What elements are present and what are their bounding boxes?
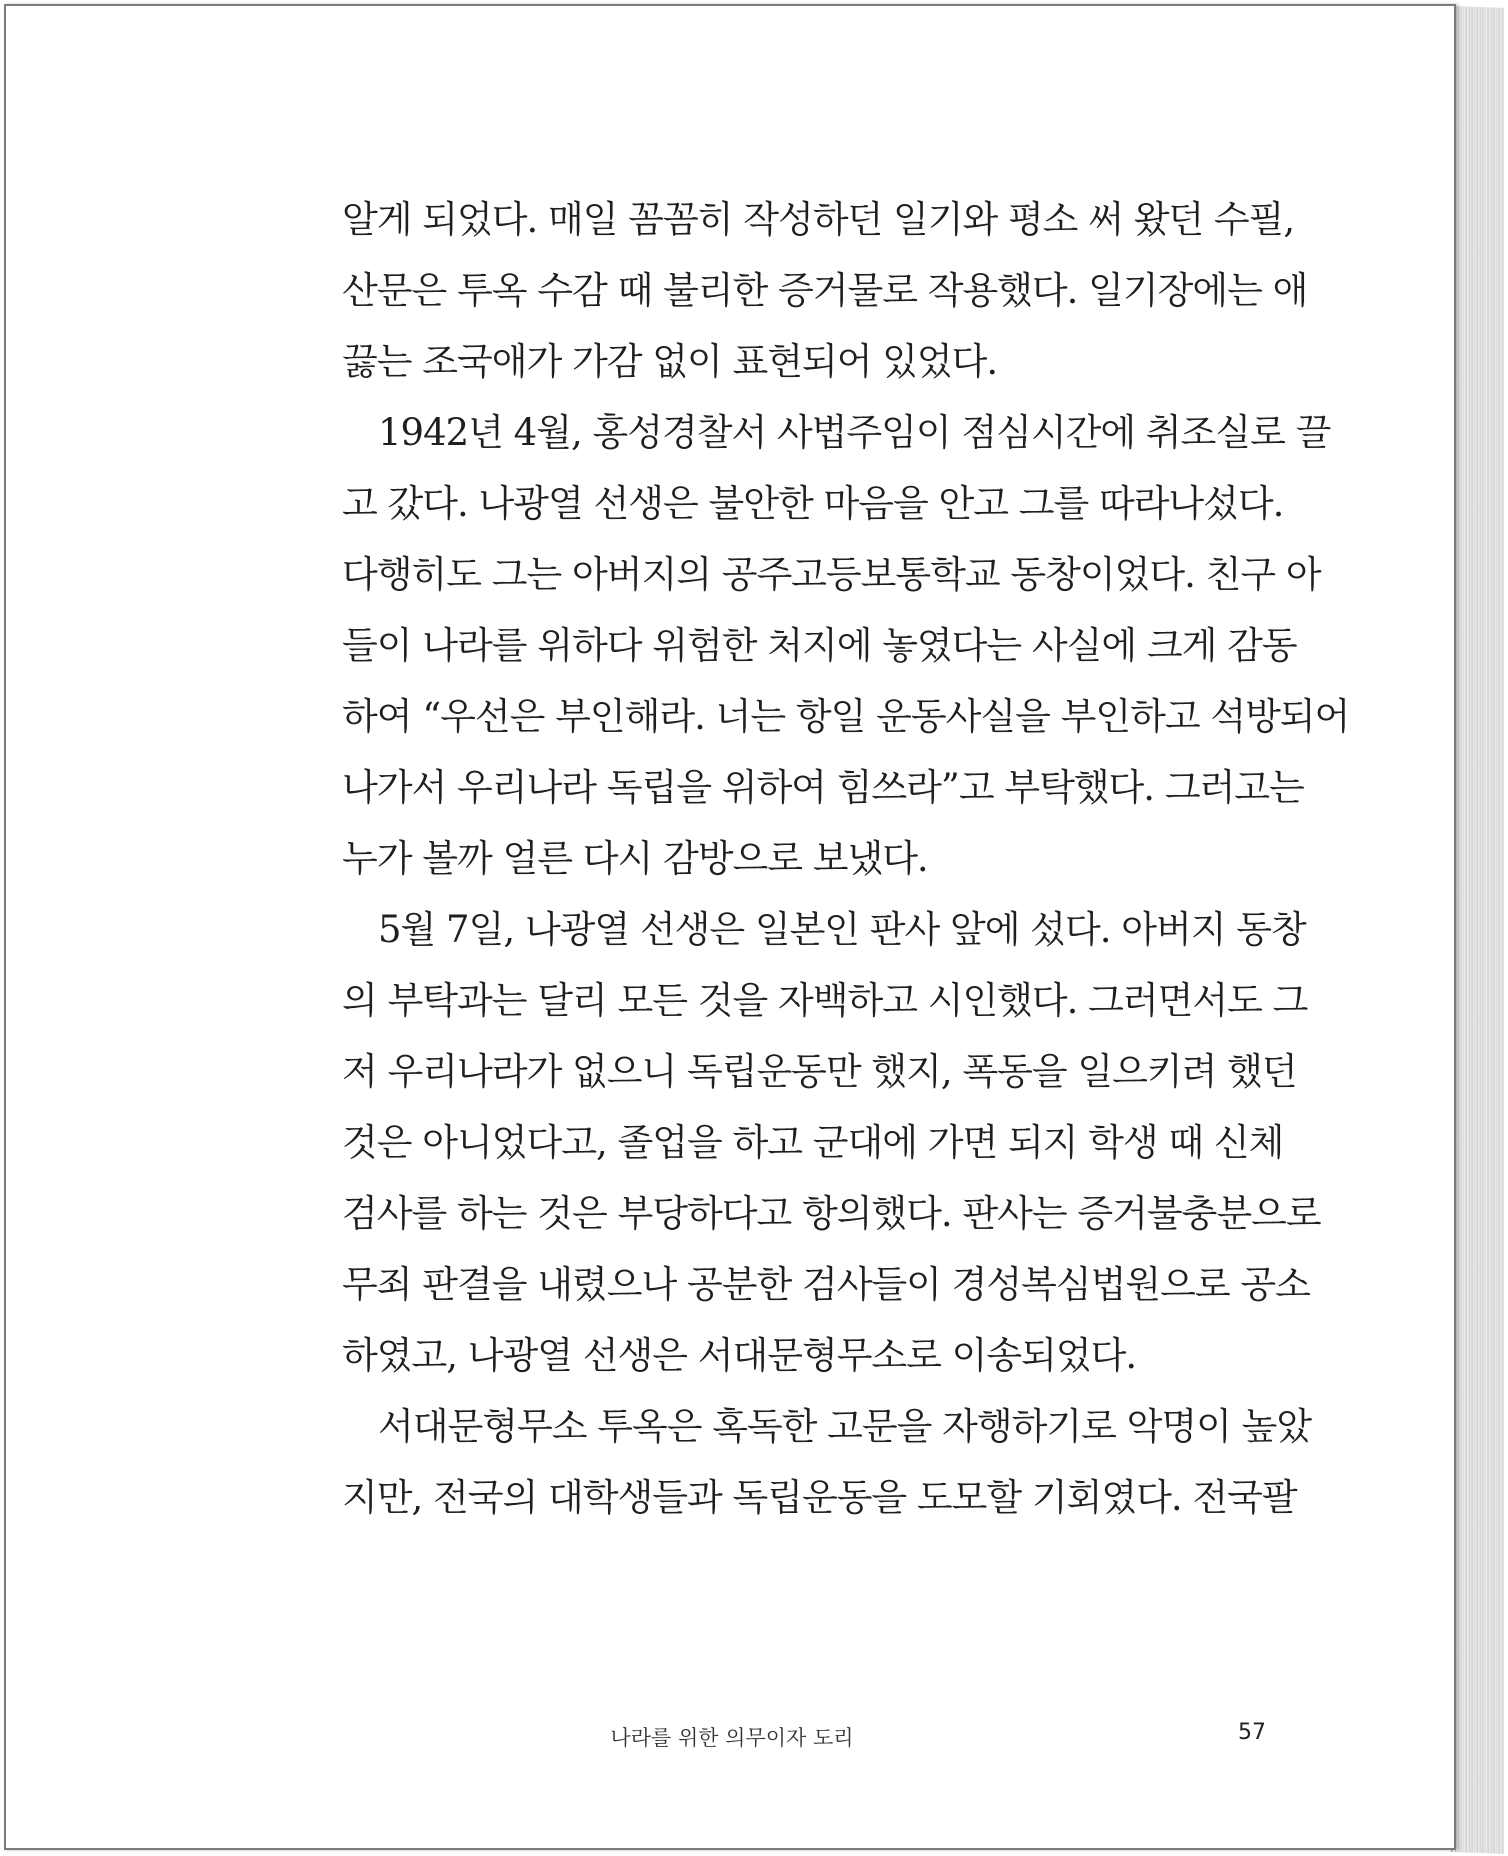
text-line: 서대문형무소 투옥은 혹독한 고문을 자행하기로 악명이 높았 [378,1405,1312,1448]
text-line: 들이 나라를 위하다 위험한 처지에 놓였다는 사실에 크게 감동 [342,624,1297,667]
book-page [4,4,1456,1850]
text-line: 고 갔다. 나광열 선생은 불안한 마음을 안고 그를 따라나섰다. [342,482,1284,525]
text-line: 1942년 4월, 홍성경찰서 사법주임이 점심시간에 취조실로 끌 [378,411,1331,454]
text-line: 지만, 전국의 대학생들과 독립운동을 도모할 기회였다. 전국팔 [342,1476,1297,1519]
body-text [342,184,1350,1533]
text-line: 나가서 우리나라 독립을 위하여 힘쓰라”고 부탁했다. 그러고는 [342,766,1304,809]
text-line: 알게 되었다. 매일 꼼꼼히 작성하던 일기와 평소 써 왔던 수필, [342,198,1295,241]
page-edges [1451,6,1504,1854]
text-line: 5월 7일, 나광열 선생은 일본인 판사 앞에 섰다. 아버지 동창 [378,908,1306,951]
text-line: 것은 아니었다고, 졸업을 하고 군대에 가면 되지 학생 때 신체 [342,1121,1284,1164]
page-number: 57 [1238,1720,1266,1745]
text-line: 다행히도 그는 아버지의 공주고등보통학교 동창이었다. 친구 아 [342,553,1321,596]
text-line: 산문은 투옥 수감 때 불리한 증거물로 작용했다. 일기장에는 애 [342,269,1308,312]
text-line: 하였고, 나광열 선생은 서대문형무소로 이송되었다. [342,1334,1137,1377]
text-line: 하여 “우선은 부인해라. 너는 항일 운동사실을 부인하고 석방되어 [342,695,1350,738]
running-footer-title: 나라를 위한 의무이자 도리 [610,1726,854,1750]
text-line: 저 우리나라가 없으니 독립운동만 했지, 폭동을 일으키려 했던 [342,1050,1297,1093]
text-line: 의 부탁과는 달리 모든 것을 자백하고 시인했다. 그러면서도 그 [342,979,1308,1022]
text-line: 검사를 하는 것은 부당하다고 항의했다. 판사는 증거불충분으로 [342,1192,1321,1235]
text-line: 무죄 판결을 내렸으나 공분한 검사들이 경성복심법원으로 공소 [342,1263,1310,1306]
text-line: 누가 볼까 얼른 다시 감방으로 보냈다. [342,837,928,880]
text-line: 끓는 조국애가 가감 없이 표현되어 있었다. [342,340,998,383]
